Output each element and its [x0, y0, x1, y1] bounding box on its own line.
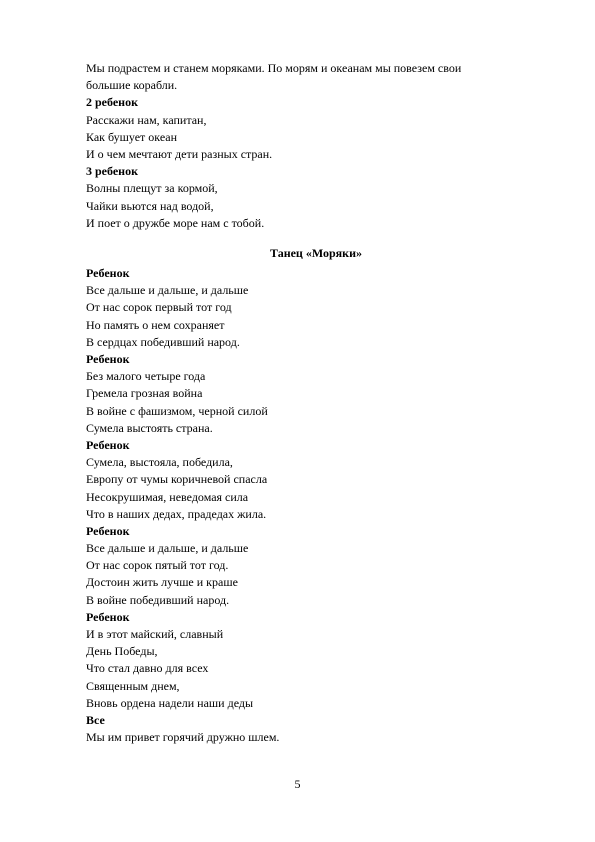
- text-line: От нас сорок пятый тот год.: [86, 558, 229, 573]
- text-line: Все дальше и дальше, и дальше: [86, 283, 249, 298]
- text-line: Гремела грозная война: [86, 386, 203, 401]
- text-line: Без малого четыре года: [86, 369, 206, 384]
- text-line: Что стал давно для всех: [86, 661, 209, 676]
- speaker-label: Ребенок: [86, 523, 130, 538]
- speaker-label: Ребенок: [86, 266, 130, 281]
- text-line: И поет о дружбе море нам с тобой.: [86, 215, 265, 230]
- text-line: В войне с фашизмом, черной силой: [86, 403, 268, 418]
- speaker-label: Ребенок: [86, 437, 130, 452]
- text-line: Сумела выстоять страна.: [86, 420, 213, 435]
- section-title: Танец «Моряки»: [269, 245, 363, 260]
- speaker-label: 2 ребенок: [86, 95, 138, 110]
- speaker-label: 3 ребенок: [86, 164, 138, 179]
- text-line: Достоин жить лучше и краше: [86, 575, 238, 590]
- text-line: От нас сорок первый тот год: [86, 300, 232, 315]
- text-line: Сумела, выстояла, победила,: [86, 455, 233, 470]
- text-line: В войне победивший народ.: [86, 592, 230, 607]
- text-line: Расскажи нам, капитан,: [86, 112, 207, 127]
- text-line: Но память о нем сохраняет: [86, 317, 225, 332]
- text-line: Вновь ордена надели наши деды: [86, 695, 254, 710]
- text-line: И о чем мечтают дети разных стран.: [86, 146, 273, 161]
- speaker-label: Ребенок: [86, 609, 130, 624]
- speaker-label: Ребенок: [86, 352, 130, 366]
- text-line: Мы им привет горячий дружно шлем.: [86, 730, 280, 745]
- text-line: Чайки вьются над водой,: [86, 198, 214, 213]
- text-line: большие корабли.: [86, 78, 178, 93]
- text-line: Священным днем,: [86, 678, 180, 693]
- text-line: Европу от чумы коричневой спасла: [86, 472, 268, 487]
- text-line: Все дальше и дальше, и дальше: [86, 541, 249, 556]
- text-line: День Победы,: [86, 644, 158, 659]
- text-line: Волны плещут за кормой,: [86, 181, 218, 196]
- text-line: Как бушует океан: [86, 129, 178, 144]
- document-body: [86, 60, 546, 746]
- text-line: Что в наших дедах, прадедах жила.: [86, 506, 267, 521]
- text-line: Мы подрастем и станем моряками. По морям и океанам мы повезем свои: [86, 61, 462, 75]
- page-number: 5: [294, 777, 301, 791]
- text-line: В сердцах победивший народ.: [86, 334, 240, 349]
- speaker-label: Все: [86, 712, 105, 727]
- text-line: И в этот майский, славный: [86, 627, 224, 641]
- text-line: Несокрушимая, неведомая сила: [86, 489, 249, 504]
